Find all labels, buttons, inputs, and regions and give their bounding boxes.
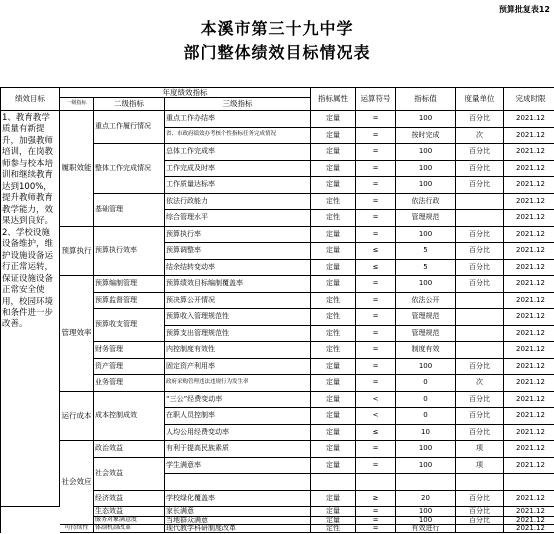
indicator-unit: 百分比 — [456, 425, 504, 442]
level2-budget-revenue: 预算收支管理 — [94, 309, 165, 342]
level3-indicator: 重点工作办结率 — [165, 111, 311, 128]
indicator-deadline — [504, 474, 554, 491]
level3-indicator: 在职人员控制率 — [165, 408, 311, 425]
indicator-value: 100 — [396, 177, 456, 194]
indicator-deadline: 2021.12 — [504, 309, 554, 326]
indicator-deadline: 2021.12 — [504, 441, 554, 458]
level2-social-benefit: 社会效益 — [94, 458, 165, 491]
header-level3: 三级指标 — [165, 98, 311, 111]
indicator-attribute: 定量 — [311, 227, 356, 244]
indicator-operator: ≥ — [356, 491, 396, 508]
indicator-unit: 次 — [456, 128, 504, 145]
level3-indicator: 现代教学科研制度改革 — [165, 525, 311, 533]
indicator-operator: = — [356, 111, 396, 128]
level3-indicator: 依法行政能力 — [165, 194, 311, 211]
level2-ecological-benefit: 生态效益 — [94, 507, 165, 517]
indicator-attribute: 定量 — [311, 491, 356, 508]
indicator-value: 管理规范 — [396, 210, 456, 227]
indicator-unit — [456, 525, 504, 533]
indicator-operator: = — [356, 144, 396, 161]
header-level1: 一级指标 — [60, 98, 94, 111]
indicator-unit — [456, 293, 504, 310]
indicator-operator: = — [356, 309, 396, 326]
level2-business-management: 业务管理 — [94, 375, 165, 392]
indicator-deadline: 2021.12 — [504, 359, 554, 376]
indicator-attribute: 定量 — [311, 276, 356, 293]
indicator-value: 0 — [396, 375, 456, 392]
level2-budget-execution: 预算执行效率 — [94, 227, 165, 277]
goal-description: 1、教育教学质量有新提升，加强教师培训，在岗教师参与校本培训和继续教育达到100%，提升教师教育教学能力，效果达到良好。2、学校设施设备维护，维护设施设备运行正常运转，保证设施设备正常安全使用，校园环境和条件进一步改善。 — [1, 111, 60, 507]
indicator-unit: 百分比 — [456, 408, 504, 425]
level3-indicator: 预算收入管理规范性 — [165, 309, 311, 326]
indicator-attribute: 定性 — [311, 326, 356, 343]
performance-goals-table — [0, 87, 554, 533]
indicator-unit — [456, 309, 504, 326]
level2-budget-supervise: 预算监督管理 — [94, 293, 165, 310]
indicator-deadline: 2021.12 — [504, 326, 554, 343]
indicator-operator: = — [356, 525, 396, 533]
indicator-unit: 百分比 — [456, 507, 504, 517]
indicator-attribute: 定量 — [311, 161, 356, 178]
level3-indicator: 当地群众满意 — [165, 517, 311, 525]
indicator-attribute: 定量 — [311, 243, 356, 260]
level3-indicator: 预算绩效目标编制覆盖率 — [165, 276, 311, 293]
level3-indicator: 有利于提高民族素质 — [165, 441, 311, 458]
indicator-unit: 百分比 — [456, 243, 504, 260]
indicator-unit: 百分比 — [456, 227, 504, 244]
indicator-deadline: 2021.12 — [504, 144, 554, 161]
indicator-operator — [356, 474, 396, 491]
indicator-unit: 百分比 — [456, 260, 504, 277]
indicator-attribute: 定量 — [311, 111, 356, 128]
level3-indicator: 学生满意率 — [165, 458, 311, 475]
indicator-operator: = — [356, 128, 396, 145]
indicator-value — [396, 474, 456, 491]
indicator-attribute: 定量 — [311, 177, 356, 194]
indicator-deadline: 2021.12 — [504, 276, 554, 293]
indicator-operator: < — [356, 392, 396, 409]
level3-indicator: 内控制度有效性 — [165, 342, 311, 359]
indicator-unit: 项 — [456, 458, 504, 475]
level3-indicator: 预算调整率 — [165, 243, 311, 260]
level3-indicator: 预算支出管理规范性 — [165, 326, 311, 343]
indicator-operator: = — [356, 441, 396, 458]
level3-indicator: 学校绿化覆盖率 — [165, 491, 311, 508]
indicator-value: 20 — [396, 491, 456, 508]
indicator-operator: = — [356, 161, 396, 178]
header-unit: 度量单位 — [456, 88, 504, 111]
indicator-unit: 百分比 — [456, 491, 504, 508]
level3-indicator: 结余结转变动率 — [165, 260, 311, 277]
indicator-operator: = — [356, 293, 396, 310]
indicator-value: 100 — [396, 359, 456, 376]
indicator-unit — [456, 342, 504, 359]
indicator-value: 100 — [396, 161, 456, 178]
indicator-unit: 百分比 — [456, 177, 504, 194]
indicator-operator: = — [356, 507, 396, 517]
level3-indicator: 家长满意 — [165, 507, 311, 517]
level2-cost-control: 成本控制成效 — [94, 392, 165, 442]
indicator-operator: ≤ — [356, 243, 396, 260]
document-title-line1: 本溪市第三十九中学 — [200, 19, 354, 38]
level3-indicator: 固定资产利用率 — [165, 359, 311, 376]
indicator-value: 100 — [396, 507, 456, 517]
indicator-value: 管理规范 — [396, 326, 456, 343]
level1-budget-execution: 预算执行 — [60, 227, 94, 277]
indicator-unit: 百分比 — [456, 392, 504, 409]
indicator-value: 管理规范 — [396, 309, 456, 326]
indicator-attribute: 定量 — [311, 408, 356, 425]
indicator-value: 0 — [396, 408, 456, 425]
level3-indicator: 预算执行率 — [165, 227, 311, 244]
indicator-value: 10 — [396, 425, 456, 442]
level1-management-efficiency: 管理效率 — [60, 276, 94, 392]
indicator-attribute: 定性 — [311, 309, 356, 326]
indicator-operator: < — [356, 408, 396, 425]
indicator-unit: 次 — [456, 375, 504, 392]
level2-basic-management: 基础管理 — [94, 194, 165, 227]
level2-service-satisfaction: 服务对象满意度 — [94, 517, 165, 525]
indicator-unit — [456, 210, 504, 227]
level3-indicator: 工作完成及时率 — [165, 161, 311, 178]
indicator-deadline: 2021.12 — [504, 507, 554, 517]
indicator-operator: = — [356, 210, 396, 227]
level2-institution-reform: 体制机制改革 — [94, 525, 165, 533]
level2-key-work: 重点工作履行情况 — [94, 111, 165, 144]
indicator-attribute: 定性 — [311, 342, 356, 359]
indicator-value: 5 — [396, 260, 456, 277]
indicator-deadline: 2021.12 — [504, 177, 554, 194]
indicator-deadline: 2021.12 — [504, 111, 554, 128]
indicator-unit: 百分比 — [456, 517, 504, 525]
indicator-deadline: 2021.12 — [504, 517, 554, 525]
indicator-unit: 百分比 — [456, 161, 504, 178]
indicator-deadline: 2021.12 — [504, 425, 554, 442]
indicator-value: 100 — [396, 276, 456, 293]
level1-social-effect: 社会效应 — [60, 441, 94, 525]
level2-budget-compile: 预算编制管理 — [94, 276, 165, 293]
indicator-operator: ≤ — [356, 425, 396, 442]
indicator-attribute: 定量 — [311, 507, 356, 517]
indicator-operator: = — [356, 194, 396, 211]
indicator-deadline: 2021.12 — [504, 525, 554, 533]
level3-indicator — [165, 474, 311, 491]
indicator-deadline: 2021.12 — [504, 375, 554, 392]
level1-performance-efficiency: 履职效能 — [60, 111, 94, 227]
indicator-operator: = — [356, 458, 396, 475]
indicator-attribute — [311, 474, 356, 491]
indicator-attribute: 定量 — [311, 359, 356, 376]
indicator-operator: = — [356, 517, 396, 525]
indicator-deadline: 2021.12 — [504, 293, 554, 310]
level3-indicator: 政府采购管理违法违规行为发生率 — [165, 375, 311, 392]
indicator-attribute: 定量 — [311, 392, 356, 409]
header-deadline: 完成时限 — [504, 88, 554, 111]
indicator-attribute: 定量 — [311, 375, 356, 392]
indicator-value: 100 — [396, 458, 456, 475]
indicator-unit — [456, 194, 504, 211]
indicator-deadline: 2021.12 — [504, 491, 554, 508]
indicator-unit: 百分比 — [456, 359, 504, 376]
indicator-value: 100 — [396, 111, 456, 128]
indicator-value: 依法公开 — [396, 293, 456, 310]
indicator-operator: = — [356, 342, 396, 359]
indicator-deadline: 2021.12 — [504, 342, 554, 359]
indicator-deadline: 2021.12 — [504, 128, 554, 145]
header-annual-indicator: 年度绩效指标 — [60, 88, 311, 98]
level3-indicator: “三公”经费变动率 — [165, 392, 311, 409]
indicator-deadline: 2021.12 — [504, 227, 554, 244]
indicator-operator: = — [356, 227, 396, 244]
document-title-line2: 部门整体绩效目标情况表 — [183, 43, 371, 62]
indicator-value: 5 — [396, 243, 456, 260]
indicator-value: 100 — [396, 517, 456, 525]
level3-indicator: 总体工作完成率 — [165, 144, 311, 161]
indicator-value: 100 — [396, 441, 456, 458]
indicator-deadline: 2021.12 — [504, 458, 554, 475]
indicator-operator: = — [356, 276, 396, 293]
level3-indicator: 综合管理水平 — [165, 210, 311, 227]
level2-political-effect: 政治效益 — [94, 441, 165, 458]
level2-economic-benefit: 经济效益 — [94, 491, 165, 508]
indicator-attribute: 定量 — [311, 128, 356, 145]
indicator-attribute: 定性 — [311, 194, 356, 211]
document-reference: 预算批复表12 — [498, 5, 550, 14]
indicator-deadline: 2021.12 — [504, 194, 554, 211]
level3-indicator: 省、市政府绩效办考核个性指标任务完成情况 — [165, 128, 311, 145]
indicator-attribute: 定性 — [311, 293, 356, 310]
indicator-attribute: 定量 — [311, 144, 356, 161]
indicator-value: 有效进行 — [396, 525, 456, 533]
level3-indicator: 人均公用经费变动率 — [165, 425, 311, 442]
level2-financial-management: 财务管理 — [94, 342, 165, 359]
indicator-unit: 百分比 — [456, 111, 504, 128]
level1-sustainable: 可持续性 — [60, 525, 94, 533]
indicator-deadline: 2021.12 — [504, 210, 554, 227]
indicator-deadline: 2021.12 — [504, 392, 554, 409]
indicator-attribute: 定性 — [311, 525, 356, 533]
indicator-deadline: 2021.12 — [504, 243, 554, 260]
indicator-operator: = — [356, 177, 396, 194]
indicator-deadline: 2021.12 — [504, 161, 554, 178]
header-operator: 运算符号 — [356, 88, 396, 111]
indicator-attribute: 定量 — [311, 517, 356, 525]
indicator-attribute: 定量 — [311, 458, 356, 475]
header-level2: 二级指标 — [94, 98, 165, 111]
indicator-unit: 项 — [456, 441, 504, 458]
indicator-attribute: 定性 — [311, 210, 356, 227]
indicator-value: 按时完成 — [396, 128, 456, 145]
level2-overall-work: 整体工作完成情况 — [94, 144, 165, 194]
indicator-value: 0 — [396, 392, 456, 409]
indicator-unit — [456, 474, 504, 491]
level1-operating-cost: 运行成本 — [60, 392, 94, 442]
indicator-unit — [456, 326, 504, 343]
indicator-deadline: 2021.12 — [504, 260, 554, 277]
level3-indicator: 工作质量达标率 — [165, 177, 311, 194]
indicator-value: 100 — [396, 227, 456, 244]
indicator-operator: = — [356, 375, 396, 392]
indicator-operator: = — [356, 359, 396, 376]
indicator-attribute: 定量 — [311, 260, 356, 277]
indicator-value: 制度有效 — [396, 342, 456, 359]
indicator-operator: ≤ — [356, 260, 396, 277]
indicator-value: 依法行政 — [396, 194, 456, 211]
level2-asset-management: 资产管理 — [94, 359, 165, 376]
indicator-deadline: 2021.12 — [504, 408, 554, 425]
header-value: 指标值 — [396, 88, 456, 111]
indicator-unit: 百分比 — [456, 144, 504, 161]
header-attribute: 指标属性 — [311, 88, 356, 111]
indicator-operator: = — [356, 326, 396, 343]
indicator-unit: 百分比 — [456, 276, 504, 293]
indicator-attribute: 定量 — [311, 425, 356, 442]
level3-indicator: 预决算公开情况 — [165, 293, 311, 310]
indicator-value: 100 — [396, 144, 456, 161]
indicator-attribute: 定量 — [311, 441, 356, 458]
header-goal: 绩效目标 — [1, 88, 60, 111]
